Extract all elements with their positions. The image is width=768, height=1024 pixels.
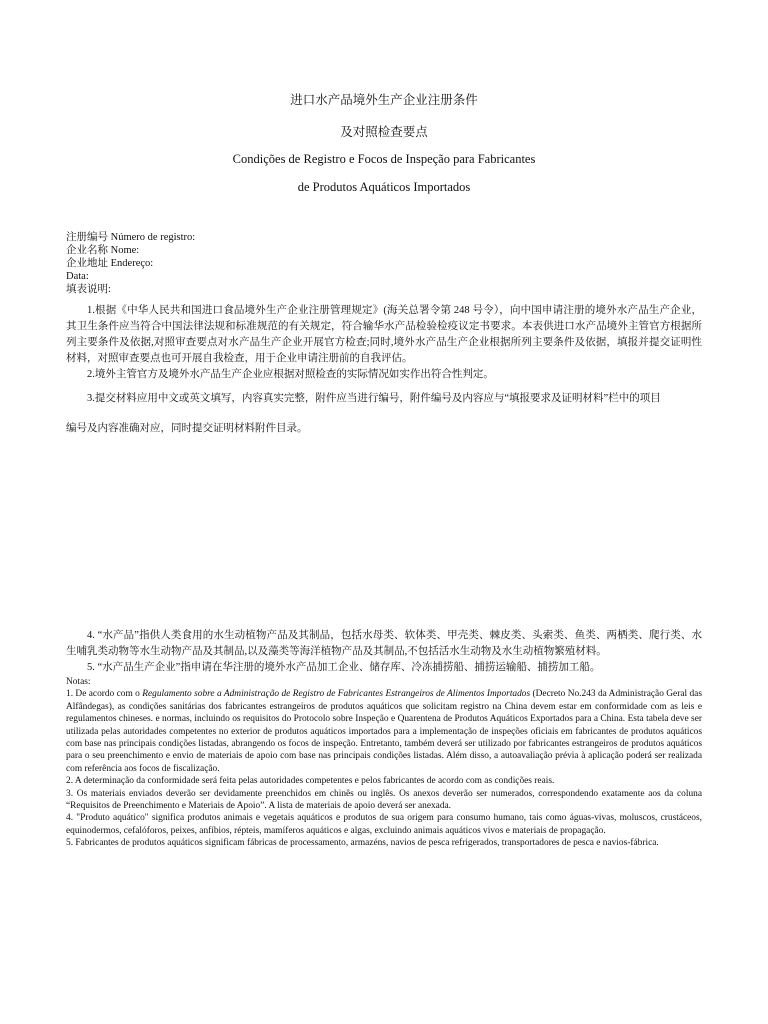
instruction-item-3a: 3.提交材料应用中文或英文填写，内容真实完整，附件应当进行编号，附件编号及内容应与“填报要求及证明材料”栏中的项目 xyxy=(87,393,661,404)
title-pt-line-2: de Produtos Aquáticos Importados xyxy=(297,180,471,194)
instruction-item-1: 1.根据《中华人民共和国进口食品境外生产企业注册管理规定》(海关总署令第 248 号令），向中国申请注册的境外水产品生产企业，其卫生条件应当符合中国法律法规和标准规范的有关规定，符合输华水产品检验检疫议定书要求。本表供进口水产品境外主管官方根据所列主要条件及依据,对照审查要点对水产品生产企业开展官方检查;同时,境外水产品生产企业根据所列主要条件及依据，填报并提交证明性材料，对照审查要点也可开展自我检查，用于企业申请注册前的自我评估。 xyxy=(66,305,702,364)
note-1-regulation-title: Regulamento sobre a Administração de Registro de Fabricantes Estrangeiros de Alimentos Importados xyxy=(142,689,531,700)
instruction-item-5: 5. “水产品生产企业”指申请在华注册的境外水产品加工企业、储存库、冷冻捕捞船、捕捞运输船、捕捞加工船。 xyxy=(87,662,601,673)
instructions-heading: 填表说明: xyxy=(66,284,111,295)
registration-fields xyxy=(66,231,706,296)
note-1-body: (Decreto No.243 da Administração Geral das Alfândegas), as condições sanitárias dos fabricantes estrangeiros de produtos aquáticos que solicitam registro na China devem estar em conformidade com as leis e regulamentos chineses. e normas, incluindo os requisitos do Protocolo sobre Inspeção e Quarentena de Produtos Aquáticos Exportados para a China. Esta tabela deve ser utilizada pelas autoridades competentes no exterior de produtos aquáticos importados para a implementação de inspeções oficiais em fabricantes de produtos aquáticos com base nas principais condições listadas, abrangendo os focos de inspeção. Entretanto, também deverá ser utilizado por fabricantes estrangeiros de produtos aquáticos para o seu preenchimento e envio de materiais de apoio com base nas principais condições listadas. Além disso, a autoavaliação prévia à aplicação poderá ser realizada com referência aos focos de fiscalização. xyxy=(66,689,702,774)
note-1 xyxy=(66,688,702,775)
company-name-field: 企业名称 Nome: xyxy=(66,245,140,256)
instruction-item-2: 2.境外主管官方及境外水产品生产企业应根据对照检查的实际情况如实作出符合性判定。 xyxy=(87,369,494,380)
note-1-intro: 1. De acordo com o xyxy=(66,689,143,700)
instructions-block xyxy=(66,303,702,437)
title-cn-line-1: 进口水产品境外生产企业注册条件 xyxy=(290,93,478,107)
title-pt-line-1: Condições de Registro e Focos de Inspeção para Fabricantes xyxy=(232,152,536,166)
notes-block xyxy=(66,676,702,850)
note-2: 2. A determinação da conformidade será feita pelas autoridades competentes e pelos fabricantes de acordo com as condições reais. xyxy=(66,776,555,787)
notes-heading: Notas: xyxy=(66,677,91,687)
instruction-item-3b: 编号及内容准确对应，同时提交证明材料附件目录。 xyxy=(66,423,308,434)
title-cn-line-2: 及对照检查要点 xyxy=(340,125,428,139)
note-3: 3. Os materiais enviados deverão ser devidamente preenchidos em chinês ou inglês. Os anexos deverão ser numerados, correspondendo exatamente aos da coluna “Requisitos de Preenchimento e Materiais de Apoio”. A lista de materiais de apoio deverá ser anexada. xyxy=(66,788,702,812)
date-field: Data: xyxy=(66,271,89,282)
registration-number-field: 注册编号 Número de registro: xyxy=(66,232,196,243)
note-4: 4. "Produto aquático" significa produtos animais e vegetais aquáticos e produtos de sua origem para consumo humano, tais como águas-vivas, moluscos, crustáceos, equinodermos, cefalóforos, peixes, anfíbios, répteis, mamíferos aquáticos e algas, excluindo animais aquáticos vivos e materiais de propagação. xyxy=(66,813,702,836)
definitions-block xyxy=(66,628,702,676)
instruction-item-4: 4. “水产品”指供人类食用的水生动植物产品及其制品，包括水母类、软体类、甲壳类、棘皮类、头索类、鱼类、两栖类、爬行类、水生哺乳类动物等水生动物产品及其制品,以及藻类等海洋植物产品及其制品,不包括活水生动物及水生动植物繁殖材料。 xyxy=(66,630,702,657)
company-address-field: 企业地址 Endereço: xyxy=(66,258,154,269)
note-5: 5. Fabricantes de produtos aquáticos significam fábricas de processamento, armazéns, navios de pesca refrigerados, transportadores de pesca e navios-fábrica. xyxy=(66,838,659,849)
